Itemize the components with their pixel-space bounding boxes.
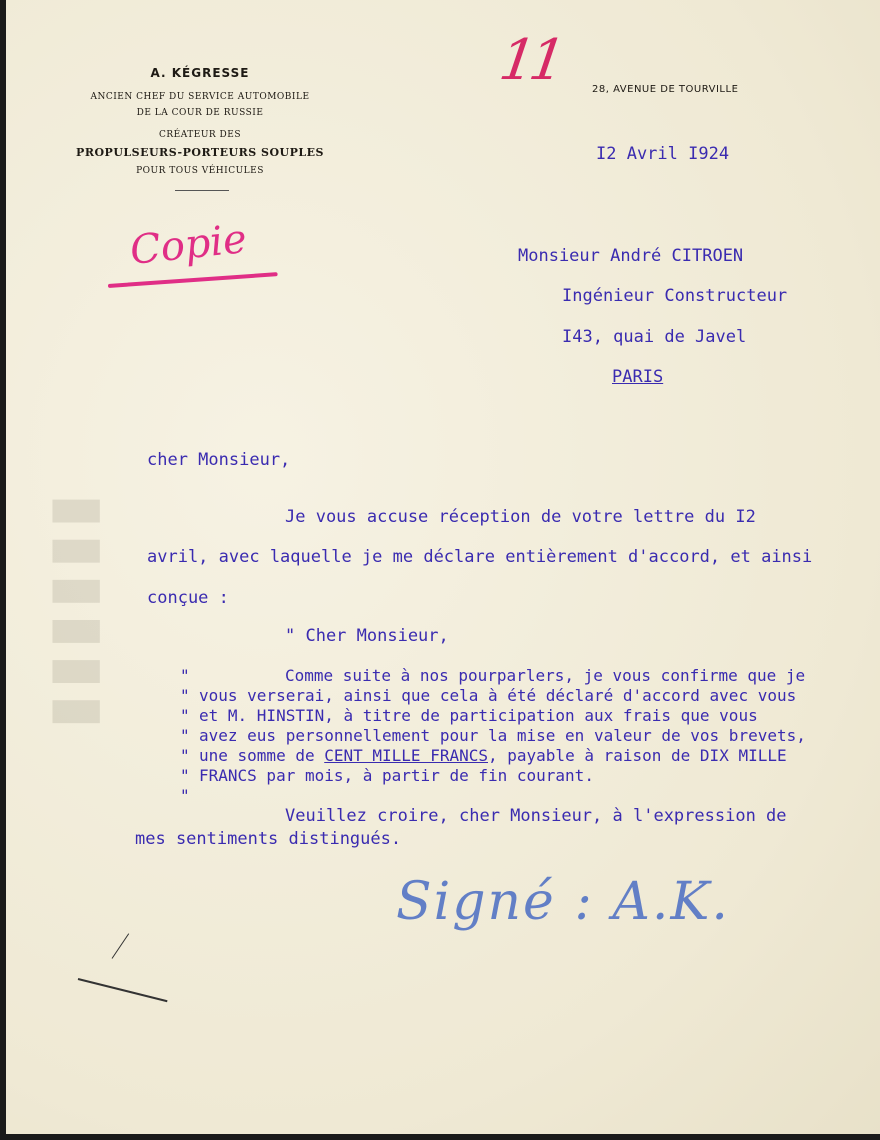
closing-line: Veuillez croire, cher Monsieur, à l'expression de [285,806,787,826]
quote-line: et M. HINSTIN, à titre de participation aux frais que vous [199,706,758,725]
body-line: Je vous accuse réception de votre lettre du I2 [285,507,756,527]
quote-mark: " [180,786,190,805]
amount-text: CENT MILLE FRANCS [324,746,488,765]
letterhead-line: DE LA COUR DE RUSSIE [136,108,264,118]
body-line: conçue : [147,588,229,608]
letterhead-address: 28, AVENUE DE TOURVILLE [592,84,739,95]
quote-mark: " [180,766,190,785]
quote-mark: " [180,726,190,745]
recipient-title: Ingénieur Constructeur [562,286,788,306]
letterhead-divider [175,190,229,191]
letterhead-line: CRÉATEUR DES [159,130,241,140]
scan-edge-bottom [0,1134,880,1140]
quote-text: une somme de [199,746,325,765]
copy-mark-annotation: Copie [127,216,249,274]
pen-stroke [112,933,130,958]
letterhead-name: A. KÉGRESSE [150,66,250,80]
quote-mark: " [180,706,190,725]
scan-edge-left [0,0,6,1140]
quote-line: vous verserai, ainsi que cela à été déclaré d'accord avec vous [199,686,797,705]
quote-line [199,746,787,765]
quote-text: , payable à raison de DIX MILLE [488,746,787,765]
letter-date: I2 Avril I924 [596,144,730,164]
copy-mark-underline [108,272,278,288]
quote-line: FRANCS par mois, à partir de fin courant. [199,766,594,785]
quote-mark: " [180,686,190,705]
recipient-street: I43, quai de Javel [562,327,747,347]
recipient-city: PARIS [612,367,664,387]
pen-stroke [78,978,168,1002]
recipient-name: Monsieur André CITROEN [518,246,744,266]
salutation: cher Monsieur, [147,450,291,470]
quote-mark: " [180,666,190,685]
letterhead-line: ANCIEN CHEF DU SERVICE AUTOMOBILE [90,92,310,102]
letterhead-product: PROPULSEURS-PORTEURS SOUPLES [76,146,324,159]
quote-mark: " [180,746,190,765]
document-number-annotation: 11 [495,28,564,93]
quote-salutation: " Cher Monsieur, [285,626,449,646]
closing-line: mes sentiments distingués. [135,829,402,849]
show-through-stamp: ▮▮▮▮▮▮ [45,494,118,735]
quote-line: avez eus personnellement pour la mise en valeur de vos brevets, [199,726,806,745]
handwritten-signature: Signé : A.K. [396,872,730,932]
letterhead-line: POUR TOUS VÉHICULES [136,166,264,176]
body-line: avril, avec laquelle je me déclare entièrement d'accord, et ainsi [147,547,813,567]
quote-line: Comme suite à nos pourparlers, je vous confirme que je [285,666,806,685]
